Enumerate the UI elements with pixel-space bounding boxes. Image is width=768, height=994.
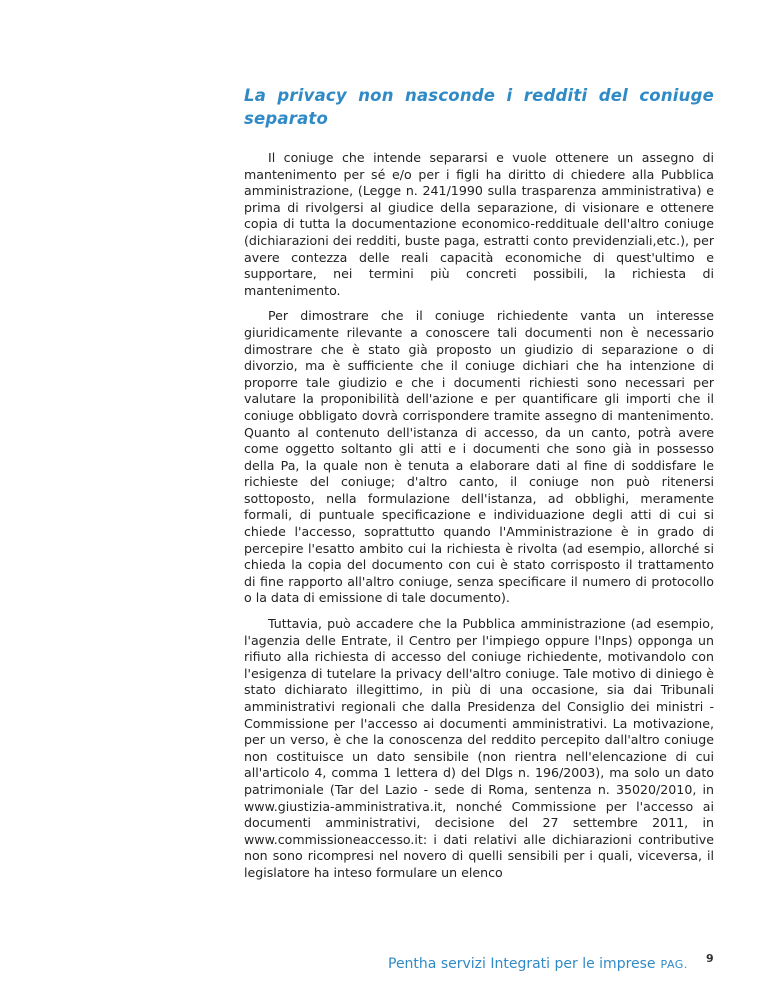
footer-page-label: PAG. — [660, 958, 688, 971]
paragraph: Tuttavia, può accadere che la Pubblica amministrazione (ad esempio, l'agenzia delle Entrate, il Centro per l'impiego oppure l'Inps) opponga un rifiuto alla richiesta di accesso del coniuge richiedente, motivandolo con l'esigenza di tutelare la privacy dell'altro coniuge. Tale motivo di diniego è stato dichiarato illegittimo, in più di una occasione, sia dai Tribunali amministrativi regionali che dalla Presidenza del Consiglio dei ministri - Commissione per l'accesso ai documenti amministrativi. La motivazione, per un verso, è che la conoscenza del reddito percepito dall'altro coniuge non costituisce un dato sensibile (non rientra nell'elencazione di cui all'articolo 4, comma 1 lettera d) del Dlgs n. 196/2003), ma solo un dato patrimoniale (Tar del Lazio - sede di Roma, sentenza n. 35020/2010, in www.giustizia-amministrativa.it, nonché Commissione per l'accesso ai documenti amministrativi, decisione del 27 settembre 2011, in www.commissioneaccesso.it: i dati relativi alle dichiarazioni contributive non sono ricompresi nel novero di quelli sensibili per i quali, viceversa, il legislatore ha inteso formulare un elenco — [244, 616, 714, 880]
article-title: La privacy non nasconde i redditi del coniuge separato — [244, 86, 714, 128]
article-body — [244, 150, 714, 891]
page-number: 9 — [706, 952, 714, 965]
paragraph: Il coniuge che intende separarsi e vuole ottenere un assegno di mantenimento per sé e/o per i figli ha diritto di chiedere alla Pubblica amministrazione, (Legge n. 241/1990 sulla trasparenza amministrativa) e prima di rivolgersi al giudice della separazione, di visionare e ottenere copia di tutta la documentazione economico-reddituale dell'altro coniuge (dichiarazioni dei redditi, buste paga, estratti conto previdenziali,etc.), per avere contezza delle reali capacità economiche di quest'ultimo e supportare, nei termini più concreti possibili, la richiesta di mantenimento. — [244, 150, 714, 298]
footer-company: Pentha servizi Integrati per le imprese — [388, 956, 656, 972]
paragraph: Per dimostrare che il coniuge richiedente vanta un interesse giuridicamente rilevante a conoscere tali documenti non è necessario dimostrare che è stato già proposto un giudizio di separazione o di divorzio, ma è sufficiente che il coniuge dichiari che ha intenzione di proporre tale giudizio e che i documenti richiesti sono necessari per valutare la proponibilità dell'azione e per quantificare gli importi che il coniuge obbligato dovrà corrispondere tramite assegno di mantenimento. Quanto al contenuto dell'istanza di accesso, da un canto, potrà avere come oggetto soltanto gli atti e i documenti che sono già in possesso della Pa, la quale non è tenuta a elaborare dati al fine di soddisfare le richieste del coniuge; d'altro canto, il coniuge non può ritenersi sottoposto, nella formulazione dell'istanza, ad obblighi, meramente formali, di puntuale specificazione e individuazione degli atti di cui si chiede l'accesso, soprattutto quando l'Amministrazione è in grado di percepire l'esatto ambito cui la richiesta è rivolta (ad esempio, allorché si chieda la copia del documento con cui è stato corrisposto il trattamento di fine rapporto all'altro coniuge, senza specificare il numero di protocollo o la data di emissione di tale documento). — [244, 308, 714, 606]
page-footer — [388, 953, 728, 975]
